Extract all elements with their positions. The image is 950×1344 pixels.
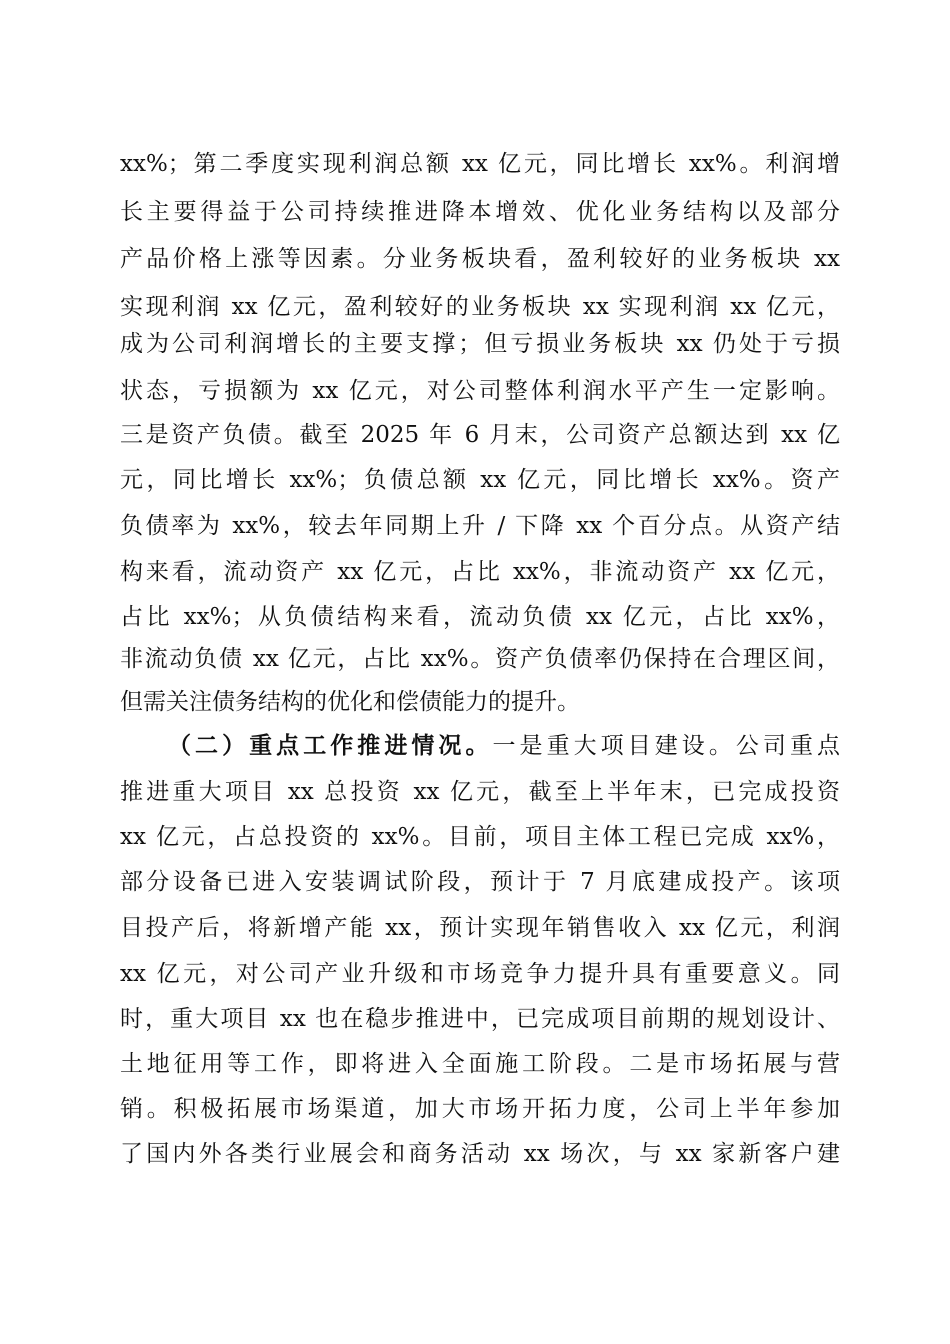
text-line: 负债率为 xx%，较去年同期上升 / 下降 xx 个百分点。从资产结 <box>120 513 840 539</box>
text-line: 但需关注债务结构的优化和偿债能力的提升。 <box>120 689 580 715</box>
text-line: 状态，亏损额为 xx 亿元，对公司整体利润水平产生一定影响。 <box>120 378 840 404</box>
text-line: 成为公司利润增长的主要支撑；但亏损业务板块 xx 仍处于亏损 <box>120 331 840 357</box>
text-line: 部分设备已进入安装调试阶段，预计于 7 月底建成投产。该项 <box>120 869 840 895</box>
text-line: xx 亿元，占总投资的 xx%。目前，项目主体工程已完成 xx%， <box>120 824 840 850</box>
heading-line-rest: 一是重大项目建设。公司重点 <box>492 733 841 759</box>
text-line: 时，重大项目 xx 也在稳步推进中，已完成项目前期的规划设计、 <box>120 1006 840 1032</box>
text-line: 构来看，流动资产 xx 亿元，占比 xx%，非流动资产 xx 亿元， <box>120 559 840 585</box>
text-line: 长主要得益于公司持续推进降本增效、优化业务结构以及部分 <box>120 199 840 225</box>
text-line: 了国内外各类行业展会和商务活动 xx 场次，与 xx 家新客户建 <box>120 1141 840 1167</box>
text-line: 占比 xx%；从负债结构来看，流动负债 xx 亿元，占比 xx%， <box>120 604 840 630</box>
text-line: 实现利润 xx 亿元，盈利较好的业务板块 xx 实现利润 xx 亿元， <box>120 294 840 320</box>
text-line: xx%；第二季度实现利润总额 xx 亿元，同比增长 xx%。利润增 <box>120 151 840 177</box>
text-line: 土地征用等工作，即将进入全面施工阶段。二是市场拓展与营 <box>120 1051 840 1077</box>
text-line-with-heading <box>168 727 840 765</box>
text-line: 元，同比增长 xx%；负债总额 xx 亿元，同比增长 xx%。资产 <box>120 467 840 493</box>
text-line: xx 亿元，对公司产业升级和市场竞争力提升具有重要意义。同 <box>120 961 840 987</box>
section-heading: （二）重点工作推进情况。 <box>168 732 493 759</box>
text-line: 非流动负债 xx 亿元，占比 xx%。资产负债率仍保持在合理区间， <box>120 646 840 672</box>
text-line: 产品价格上涨等因素。分业务板块看，盈利较好的业务板块 xx <box>120 246 840 272</box>
text-line: 销。积极拓展市场渠道，加大市场开拓力度，公司上半年参加 <box>120 1096 840 1122</box>
text-line: 三是资产负债。截至 2025 年 6 月末，公司资产总额达到 xx 亿 <box>120 422 840 448</box>
text-line: 推进重大项目 xx 总投资 xx 亿元，截至上半年末，已完成投资 <box>120 779 840 805</box>
text-line: 目投产后，将新增产能 xx，预计实现年销售收入 xx 亿元，利润 <box>120 915 840 941</box>
